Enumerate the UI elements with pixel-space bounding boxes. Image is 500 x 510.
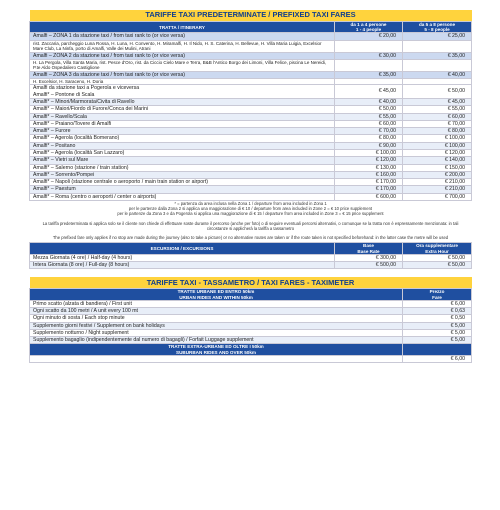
- fare-5-8-cell: € 100,00: [403, 142, 472, 149]
- fare-sheet: [0, 10, 500, 510]
- price-label: Prezzo: [429, 289, 445, 295]
- urban-rides-label-en: URBAN RIDES AND WITHIN 50km: [179, 294, 253, 300]
- fare-5-8-cell: € 210,00: [403, 179, 472, 186]
- zone-description: rist. Zaccaria, parcheggio Luna Rossa, H. Luna, H. Convento, H. Miramalfi, H. Il Nido, H. S. Caterina, H. Bellevue, H. Villa Maria Luigia, Excelsior Mare Club, La Ninfa, porto di Amalfi, Valle dei Mulini, Atrani: [30, 40, 335, 52]
- excursion-base-rate: € 300,00: [335, 254, 403, 261]
- fare-1-4-cell: € 50,00: [335, 106, 403, 113]
- meter-item-price: € 0,50: [403, 315, 472, 322]
- fare-row: [30, 142, 472, 149]
- fare-row: [30, 171, 472, 178]
- fare-row: [30, 52, 472, 59]
- route-cell: Amalfi* – Napoli (stazione centrale o aeroporto / main train station or airport): [30, 179, 335, 186]
- fare-note: per le partenze dalla Zona 2 si applica una maggiorazione di € 10 / departure from area included in Zone 2 = € 10 price supplement: [30, 206, 472, 211]
- suburban-rides-header: [30, 344, 403, 355]
- fare-1-4-cell: € 120,00: [335, 157, 403, 164]
- fare-1-4-cell: € 160,00: [335, 171, 403, 178]
- fare-5-8-cell: € 120,00: [403, 150, 472, 157]
- suburban-item-label: [30, 355, 403, 362]
- fare-note: The prefixed fare only applies if no stop are made during the journey (also to take a picture) or no alternative routes are taken or if the route taken is not specified beforehand: in the latter case the metre will be used: [30, 233, 472, 243]
- fare-5-8-cell: € 210,00: [403, 186, 472, 193]
- fare-1-4-cell: € 170,00: [335, 186, 403, 193]
- urban-rides-header: [30, 289, 403, 300]
- meter-item-label: Ogni scatto da 100 metri / A unit every 100 mt: [30, 308, 403, 315]
- route-cell: Amalfi* – Minori/Marmorata/Civita di Ravello: [30, 98, 335, 105]
- fare-1-4-cell: € 35,00: [335, 71, 403, 78]
- meter-item-label: Supplemento bagaglio (indipendentemente dal numero di bagagli) / Forfait Luggage supplement: [30, 337, 403, 344]
- meter-item-price: € 5,00: [403, 322, 472, 329]
- base-rate-header: [335, 243, 403, 254]
- meter-row: [30, 337, 472, 344]
- group-5-8-label: da 5 a 8 persone: [419, 22, 456, 27]
- fare-5-8-cell: € 35,00: [403, 52, 472, 59]
- meter-row: [30, 329, 472, 336]
- route-cell: Amalfi – ZONA 2 da stazione taxi / from taxi rank to (or vice versa): [30, 52, 335, 59]
- route-cell: Amalfi* – Salerno (stazione / train station): [30, 164, 335, 171]
- fare-5-8-cell: [403, 40, 472, 52]
- fare-1-4-cell: € 80,00: [335, 135, 403, 142]
- fare-note: La tariffa predeterminata si applica solo se il cliente non chiede di effettuare soste durante il percorso (anche per foto) o di seguire eventuali percorsi alternativi, o comunque se la tratta non è espressamente menzionata: in tali circostanze si applicherà la tariffa a tassametro: [30, 217, 472, 233]
- fare-row: [30, 98, 472, 105]
- fare-5-8-cell: € 80,00: [403, 128, 472, 135]
- fare-1-4-cell: € 600,00: [335, 193, 403, 200]
- group-1-4-label: da 1 a 4 persone: [350, 22, 387, 27]
- route-cell: Amalfi* – Praiano/Tovere di Amalfi: [30, 120, 335, 127]
- fare-5-8-cell: € 100,00: [403, 135, 472, 142]
- fare-1-4-cell: € 40,00: [335, 98, 403, 105]
- meter-item-label: Ogni minuto di sosta / Each stop minute: [30, 315, 403, 322]
- excursions-header: ESCURSIONI / EXCURSIONS: [30, 243, 335, 254]
- note-row: [30, 217, 472, 233]
- fare-5-8-cell: € 45,00: [403, 98, 472, 105]
- extra-hour-label-en: Extra Hour: [425, 248, 449, 254]
- fare-1-4-cell: € 20,00: [335, 33, 403, 40]
- prefixed-fares-table: [29, 10, 472, 269]
- fare-row: [30, 135, 472, 142]
- route-cell: Amalfi* – Ravello/Scala: [30, 113, 335, 120]
- fare-row: [30, 33, 472, 40]
- fare-row: [30, 120, 472, 127]
- fare-5-8-cell: [403, 59, 472, 71]
- fare-1-4-cell: € 55,00: [335, 113, 403, 120]
- suburban-row: [30, 355, 472, 362]
- route-cell: Amalfi* – Positano: [30, 142, 335, 149]
- suburban-item-price: € 6,00: [403, 355, 472, 362]
- route-cell: Amalfi da stazione taxi a Pogerola e viceversa Amalfi* – Pontone di Scala: [30, 85, 335, 99]
- fare-1-4-cell: € 100,00: [335, 150, 403, 157]
- fare-1-4-cell: € 60,00: [335, 120, 403, 127]
- fare-1-4-cell: € 170,00: [335, 179, 403, 186]
- fare-5-8-cell: € 60,00: [403, 113, 472, 120]
- suburban-price-header: [403, 344, 472, 355]
- route-cell: Amalfi* – Furore: [30, 128, 335, 135]
- extra-hour-header: [403, 243, 472, 254]
- fare-5-8-cell: € 25,00: [403, 33, 472, 40]
- route-cell: Amalfi* – Paestum: [30, 186, 335, 193]
- urban-rides-label: TRATTE URBANE ED ENTRO 50km: [177, 289, 255, 295]
- fare-row: [30, 128, 472, 135]
- route-cell: Amalfi* – Maiori/Fiordo di Furore/Conca dei Marini: [30, 106, 335, 113]
- meter-row: [30, 315, 472, 322]
- route-cell: Amalfi* – Roma (centro o aeroporti / center o airports): [30, 193, 335, 200]
- excursion-label: Mezza Giornata (4 ore) / Half-day (4 hours): [30, 254, 335, 261]
- meter-item-price: € 5,00: [403, 337, 472, 344]
- fare-row: [30, 157, 472, 164]
- meter-item-price: € 6,00: [403, 300, 472, 307]
- fare-5-8-cell: € 150,00: [403, 164, 472, 171]
- meter-item-label: Primo scatto (alzata di bandiera) / First unit: [30, 300, 403, 307]
- route-cell: Amalfi* – Sorrento/Pompei: [30, 171, 335, 178]
- suburban-rides-label: TRATTE EXTRA-URBANE ED OLTRE I 50km: [168, 344, 264, 350]
- fare-row: [30, 106, 472, 113]
- zone-description: H. La Pergola, Villa Santa Maria, rist. Pesce d'Oro, rist. da Ciccio Cielo Mare e Terra, B&B l'Antico Borgo dei Limoni, Villa Felice, piscina Le Nereidi, P.te Aldo Ospedaliero Castiglione: [30, 59, 335, 71]
- excursion-extra-hour: € 50,00: [403, 254, 472, 261]
- fare-row: [30, 59, 472, 71]
- route-cell: Amalfi* – Agerola (località Bomerano): [30, 135, 335, 142]
- meter-item-price: € 0,63: [403, 308, 472, 315]
- group-5-8-header: [403, 22, 472, 33]
- fare-1-4-cell: € 130,00: [335, 164, 403, 171]
- base-rate-label: Base: [363, 243, 374, 249]
- fare-1-4-cell: [335, 59, 403, 71]
- fare-5-8-cell: € 50,00: [403, 85, 472, 99]
- fare-1-4-cell: € 30,00: [335, 52, 403, 59]
- price-header: [403, 289, 472, 300]
- meter-item-price: € 5,00: [403, 329, 472, 336]
- excursion-base-rate: € 500,00: [335, 262, 403, 269]
- excursion-row: [30, 262, 472, 269]
- route-cell: Amalfi* – Vietri sul Mare: [30, 157, 335, 164]
- meter-row: [30, 300, 472, 307]
- fare-5-8-cell: € 55,00: [403, 106, 472, 113]
- zone-description: H. Excelsior, H. Saraceno, H. Doria: [30, 78, 335, 84]
- route-cell: Amalfi – ZONA 3 da stazione taxi / from taxi rank to (or vice versa): [30, 71, 335, 78]
- fare-5-8-cell: € 40,00: [403, 71, 472, 78]
- fare-1-4-cell: € 90,00: [335, 142, 403, 149]
- group-1-4-header: [335, 22, 403, 33]
- taximeter-fares-title: TARIFFE TAXI - TASSAMETRO / TAXI FARES - TAXIMETER: [30, 277, 472, 289]
- suburban-rides-label-en: SUBURBAN RIDES AND OVER 50km: [176, 349, 256, 355]
- fare-5-8-cell: € 140,00: [403, 157, 472, 164]
- fare-row: [30, 179, 472, 186]
- fare-1-4-cell: € 45,00: [335, 85, 403, 99]
- fare-row: [30, 71, 472, 78]
- fare-5-8-cell: € 200,00: [403, 171, 472, 178]
- taximeter-fares-table: [29, 277, 472, 363]
- route-cell: Amalfi* – Agerola (località San Lazzaro): [30, 150, 335, 157]
- group-1-4-label-en: 1 - 4 people: [355, 27, 382, 33]
- fare-row: [30, 113, 472, 120]
- fare-row: [30, 150, 472, 157]
- fare-5-8-cell: € 70,00: [403, 120, 472, 127]
- fare-note: per le partenze da Zona 3 e da Pogerola si applica una maggiorazione di € 15 / departure from area included in Zone 3 = € 15 price supplement: [30, 211, 472, 216]
- fare-note: * = partenza da area inclusa nella Zona 1 / departure from area included in Zona 1: [30, 201, 472, 207]
- prefixed-fares-title: TARIFFE TAXI PREDETERMINATE / PREFIXED TAXI FARES: [30, 10, 472, 22]
- fare-1-4-cell: [335, 40, 403, 52]
- extra-hour-label: Ora supplementare: [416, 243, 458, 249]
- fare-row: [30, 85, 472, 99]
- excursion-row: [30, 254, 472, 261]
- fare-row: [30, 164, 472, 171]
- meter-item-label: Supplemento giorni festivi / Supplement on bank holidays: [30, 322, 403, 329]
- fare-row: [30, 193, 472, 200]
- fare-row: [30, 40, 472, 52]
- base-rate-label-en: Base Rate: [357, 248, 380, 254]
- meter-row: [30, 322, 472, 329]
- fare-5-8-cell: € 700,00: [403, 193, 472, 200]
- group-5-8-label-en: 5 - 8 people: [424, 27, 450, 33]
- fare-1-4-cell: € 70,00: [335, 128, 403, 135]
- meter-item-label: Supplemento notturno / Night supplement: [30, 329, 403, 336]
- excursion-extra-hour: € 50,00: [403, 262, 472, 269]
- excursion-label: Intera Giornata (8 ore) / Full-day (8 hours): [30, 262, 335, 269]
- note-row: [30, 233, 472, 243]
- fare-row: [30, 186, 472, 193]
- route-cell: Amalfi – ZONA 1 da stazione taxi / from taxi rank to (or vice versa): [30, 33, 335, 40]
- price-label-en: Fare: [432, 294, 442, 300]
- route-column-header: TRATTA / ITINERARY: [30, 22, 335, 33]
- meter-row: [30, 308, 472, 315]
